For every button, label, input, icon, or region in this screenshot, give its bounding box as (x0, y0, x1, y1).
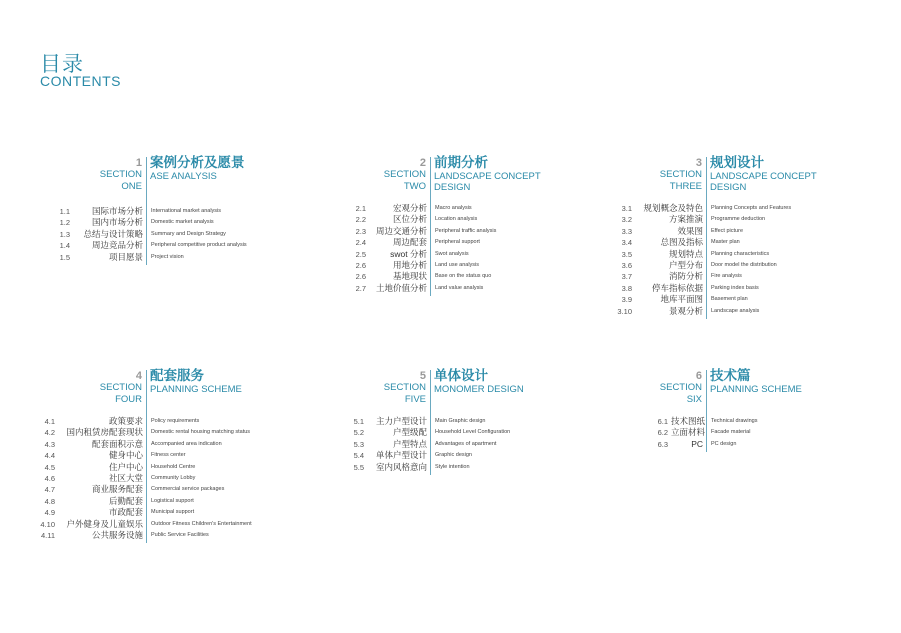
item-title-cn: 土地价值分析 (375, 282, 427, 293)
item-title-cn: 户型级配 (392, 427, 427, 438)
item-number: 4.3 (44, 439, 55, 449)
section-title-en-line1: LANDSCAPE CONCEPT (434, 171, 541, 182)
item-number: 5.4 (353, 451, 364, 461)
item-number: 4.1 (44, 417, 55, 426)
item-title-cn: 项目愿景 (108, 251, 143, 262)
item-title-en: Swot analysis (435, 250, 469, 257)
section-title-en-line1: PLANNING SCHEME (150, 384, 242, 395)
item-title-cn: 后勤配套 (108, 495, 143, 506)
section-title (150, 368, 290, 395)
item-title-cn: 周边交通分析 (375, 225, 427, 236)
item-title-en: Planning Concepts and Features (711, 205, 792, 211)
item-title-cn: 技术图纸 (671, 416, 706, 426)
item-number: 2.5 (355, 249, 366, 259)
item-number: 4.9 (44, 508, 55, 518)
item-title-cn: 方案推演 (668, 214, 703, 225)
item-title-cn: 用地分析 (392, 260, 427, 270)
section-label-line2: FOUR (115, 394, 142, 405)
item-title-cn: 规划概念及特色 (643, 203, 703, 213)
section-label-line1: SECTION (383, 169, 426, 180)
item-title-cn: 消防分析 (668, 271, 703, 282)
item-number: 3.3 (621, 226, 632, 236)
page-title-cn: 目录 (40, 53, 84, 76)
item-title-en: PC design (711, 440, 737, 447)
item-number: 2.1 (355, 204, 366, 213)
item-number: 4.8 (44, 496, 55, 506)
section-title-cn: 案例分析及愿景 (150, 155, 245, 170)
item-title-en: Technical drawings (711, 418, 758, 424)
item-number: 1.1 (59, 207, 70, 216)
section-title-cn: 单体设计 (434, 368, 488, 383)
section-title-cn: 前期分析 (434, 155, 488, 170)
item-title-cn: 立面材料 (671, 427, 706, 438)
item-number: 4.11 (40, 531, 55, 540)
item-title-en: Master plan (711, 239, 740, 246)
item-number: 3.10 (617, 306, 632, 316)
list-item (0, 462, 901, 473)
item-title-cn: 效果图 (677, 225, 703, 236)
section-title-en-line2: DESIGN (434, 182, 471, 193)
item-title-en: Accompanied area indication (151, 440, 222, 447)
list-item (0, 226, 901, 237)
item-title-en: Peripheral support (435, 239, 480, 246)
list-item (0, 214, 901, 225)
section-label-line2: FIVE (404, 394, 426, 405)
item-number: 6.2 (657, 428, 668, 438)
item-title-cn: 总结与设计策略 (83, 228, 143, 239)
section-label-line2: ONE (121, 181, 142, 192)
section-title-cn: 规划设计 (710, 155, 764, 170)
item-number: 4.4 (44, 451, 55, 461)
list-item (0, 484, 901, 495)
item-title-cn: 规划特点 (668, 248, 703, 259)
item-title-en: Land value analysis (435, 284, 484, 291)
item-title-en: Outdoor Fitness Children's Entertainment (151, 520, 252, 527)
item-number: 4.10 (40, 519, 55, 529)
item-title-en: Graphic design (435, 452, 472, 459)
item-number: 2.4 (355, 238, 366, 248)
item-title-en: Peripheral traffic analysis (435, 227, 497, 234)
item-number: 4.2 (44, 428, 55, 438)
section-title (710, 155, 850, 193)
list-item (0, 283, 901, 294)
item-title-en: Basement plan (711, 296, 748, 303)
item-title-cn: 地库平面图 (660, 294, 703, 305)
item-title-en: Main Graphic design (435, 418, 486, 424)
section-label (626, 370, 702, 406)
item-title-en: Community Lobby (151, 475, 196, 481)
item-title-en: Parking index basis (711, 284, 759, 291)
item-title-cn: 国际市场分析 (91, 206, 143, 216)
section-label-line2: TWO (403, 181, 426, 192)
item-number: 3.6 (621, 261, 632, 270)
item-number: 3.9 (621, 295, 632, 305)
section-number: 6 (695, 370, 702, 382)
page-title-en: CONTENTS (40, 73, 121, 89)
item-title-en: Advantages of apartment (435, 440, 497, 447)
section-number: 3 (695, 157, 702, 169)
section-title-cn: 配套服务 (150, 368, 204, 383)
list-item (0, 294, 901, 305)
item-title-en: Policy requirements (151, 418, 200, 424)
item-title-en: Logistical support (151, 497, 194, 504)
item-number: 4.5 (44, 462, 55, 472)
section-label (350, 157, 426, 193)
section-label (66, 370, 142, 406)
item-title-en: Public Service Facilities (151, 532, 209, 538)
item-title-cn: 社区大堂 (108, 473, 143, 483)
list-item (0, 237, 901, 248)
item-title-en: Domestic market analysis (151, 219, 214, 226)
item-title-cn: 景观分析 (668, 305, 703, 316)
item-number: 3.4 (621, 238, 632, 248)
item-title-cn: 户外健身及儿童娱乐 (66, 518, 143, 529)
item-title-cn: 宏观分析 (392, 203, 427, 213)
item-title-cn: 周边竞品分析 (91, 240, 143, 251)
item-title-en: Landscape analysis (711, 307, 760, 314)
section-number: 5 (419, 370, 426, 382)
item-number: 3.7 (621, 272, 632, 282)
item-number: 5.3 (353, 439, 364, 449)
item-title-cn: 住户中心 (108, 461, 143, 472)
section-title-cn: 技术篇 (710, 368, 751, 383)
item-number: 1.2 (59, 218, 70, 228)
item-number: 2.2 (355, 215, 366, 225)
item-title-en: Household Centre (151, 463, 196, 470)
item-title-cn: 室内风格意向 (375, 461, 427, 472)
section-number: 4 (135, 370, 142, 382)
item-title-en: Peripheral competitive product analysis (151, 242, 247, 249)
section-label-line1: SECTION (383, 382, 426, 393)
section-title-en-line1: PLANNING SCHEME (710, 384, 802, 395)
list-item (0, 427, 901, 438)
item-number: 3.8 (621, 283, 632, 293)
section-label-line1: SECTION (99, 169, 142, 180)
section-number: 1 (135, 157, 142, 169)
section-title (710, 368, 850, 395)
item-title-cn: 停车指标依据 (651, 282, 703, 293)
list-item (0, 271, 901, 282)
list-item (0, 260, 901, 271)
section-label (66, 157, 142, 193)
item-title-en: Planning characteristics (711, 250, 770, 257)
list-item (0, 473, 901, 484)
section-label-line1: SECTION (659, 169, 702, 180)
item-title-en: Domestic rental housing matching status (151, 429, 251, 436)
item-title-cn: 国内市场分析 (91, 217, 143, 228)
item-number: 1.3 (59, 229, 70, 239)
item-title-cn: 公共服务设施 (91, 530, 143, 540)
item-title-cn: 基地现状 (392, 271, 427, 282)
item-title-cn: 商业服务配套 (91, 484, 143, 495)
section-title-en-line2: DESIGN (710, 182, 747, 193)
item-title-en: Household Level Configuration (435, 429, 511, 436)
item-title-cn: 配套面积示意 (91, 438, 143, 449)
list-item (0, 530, 901, 541)
item-title-en: International market analysis (151, 208, 222, 214)
item-title-en: Fire analysis (711, 273, 742, 280)
item-number: 1.5 (59, 252, 70, 262)
item-title-cn: 主力户型设计 (375, 416, 427, 426)
item-number: 6.3 (657, 439, 668, 449)
item-title-cn: 周边配套 (392, 237, 427, 248)
list-item (0, 507, 901, 518)
item-number: 3.2 (621, 215, 632, 225)
item-number: 5.2 (353, 428, 364, 438)
item-title-en: Fitness center (151, 452, 186, 459)
section-title (150, 155, 290, 182)
item-title-cn: 总图及指标 (660, 237, 703, 248)
item-title-cn: 健身中心 (108, 450, 143, 461)
section-title-en-line1: LANDSCAPE CONCEPT (710, 171, 817, 182)
item-number: 2.7 (355, 283, 366, 293)
list-item (0, 203, 901, 214)
item-title-cn: 政策要求 (108, 416, 143, 426)
item-title-cn: 户型分布 (668, 260, 703, 270)
section-number: 2 (419, 157, 426, 169)
item-number: 2.6 (355, 272, 366, 282)
section-label-line1: SECTION (659, 382, 702, 393)
section-label (350, 370, 426, 406)
section-title (434, 155, 574, 193)
section-label-line2: THREE (669, 181, 702, 192)
item-title-cn: 国内租赁房配套现状 (66, 427, 143, 438)
section-label-line1: SECTION (99, 382, 142, 393)
list-item (0, 519, 901, 530)
item-title-cn: 市政配套 (108, 507, 143, 518)
item-title-en: Effect picture (711, 227, 743, 234)
item-title-cn: swot 分析 (390, 248, 427, 259)
item-number: 5.5 (353, 462, 364, 472)
item-title-cn: 区位分析 (392, 214, 427, 225)
list-item (0, 416, 901, 427)
item-number: 2.6 (355, 261, 366, 270)
item-number: 5.1 (353, 417, 364, 426)
item-title-en: Facade material (711, 429, 751, 436)
item-title-en: Land use analysis (435, 262, 480, 268)
item-title-en: Summary and Design Strategy (151, 230, 226, 237)
item-title-en: Door model the distribution (711, 262, 777, 268)
section-title-en-line1: MONOMER DESIGN (434, 384, 524, 395)
item-title-en: Base on the status quo (435, 273, 492, 280)
list-item (0, 249, 901, 260)
item-number: 4.7 (44, 485, 55, 495)
item-title-cn: PC (691, 438, 703, 449)
list-item (0, 450, 901, 461)
section-label-line2: SIX (686, 394, 702, 405)
item-title-en: Style intention (435, 463, 470, 470)
item-title-cn: 单体户型设计 (375, 450, 427, 461)
section-title-en-line1: ASE ANALYSIS (150, 171, 217, 182)
list-item (0, 306, 901, 317)
item-title-cn: 户型特点 (392, 438, 427, 449)
list-item (0, 496, 901, 507)
list-item (0, 439, 901, 450)
item-title-en: Project vision (151, 253, 184, 260)
item-number: 1.4 (59, 241, 70, 251)
item-number: 4.6 (44, 474, 55, 483)
item-title-en: Macro analysis (435, 205, 472, 211)
item-title-en: Commercial service packages (151, 486, 225, 493)
item-number: 6.1 (657, 417, 668, 426)
item-title-en: Programme deduction (711, 216, 766, 223)
section-label (626, 157, 702, 193)
item-number: 3.5 (621, 249, 632, 259)
section-title (434, 368, 574, 395)
item-title-en: Municipal support (151, 509, 195, 516)
item-number: 2.3 (355, 226, 366, 236)
item-number: 3.1 (621, 204, 632, 213)
item-title-en: Location analysis (435, 216, 478, 223)
